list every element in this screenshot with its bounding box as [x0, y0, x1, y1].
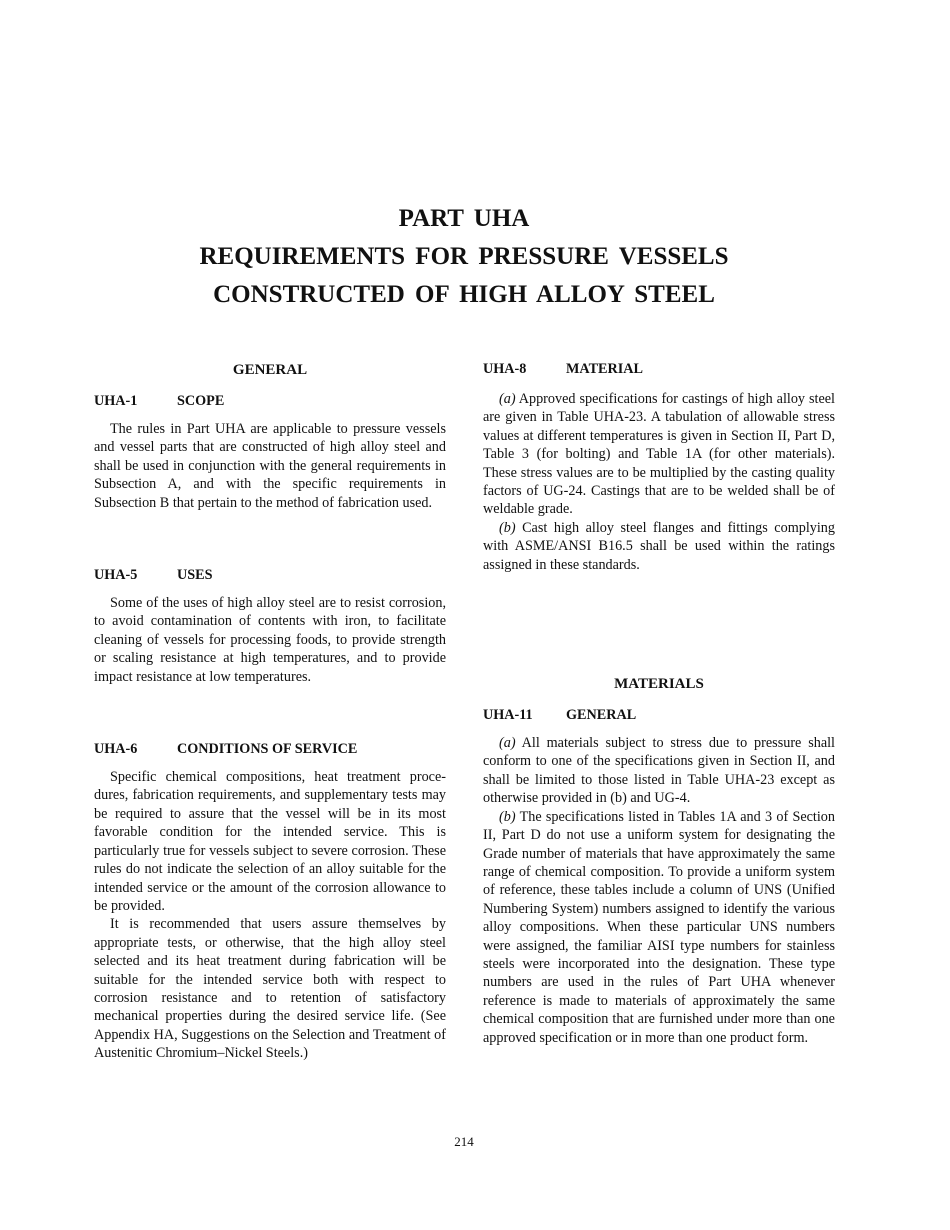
section-uha-11: [483, 706, 835, 1047]
item-label: (b): [499, 519, 516, 536]
section-number: UHA-1: [94, 393, 138, 409]
paragraph: It is recommended that users assure themselves by appropriate tests, or otherwise, that the high alloy steel selected and its heat treatment during fabrication will be suitable for the intended service both with respect to corrosion resistance and to retention of satisfactory mechanical properties during the desired service life. (See Appendix HA, Suggestions on the Selection and Treatment of Austenitic Chromium–Nickel Steels.): [94, 916, 446, 1062]
materials-heading: MATERIALS: [614, 676, 704, 693]
section-number: UHA-8: [483, 361, 527, 377]
left-column: [94, 360, 446, 1063]
section-uha-5: [94, 566, 446, 686]
paragraph: [483, 734, 835, 808]
section-number: UHA-11: [483, 707, 533, 724]
title-line-3: CONSTRUCTED OF HIGH ALLOY STEEL: [213, 281, 715, 308]
section-title: MATERIAL: [566, 361, 643, 377]
title-line-2: REQUIREMENTS FOR PRESSURE VESSELS: [199, 243, 729, 270]
right-column: [483, 360, 835, 1047]
item-text: The specifications listed in Tables 1A and 3 of Section II, Part D do not use a uniform system for designating the Grade number of materials that have approximately the same range of chemical composition. To provide a uniform system of reference, these tables include a column of UNS (Unified Numbering System) numbers assigned to identify the various alloy compositions. When these particular UNS numbers were assigned, the familiar AISI type numbers for stainless steels were incorporated into the designation. These type numbers are used in the rules of Part UHA whenever reference is made to materials of approximately the same chemical composition that are furnished under more than one approved specification or in more than one product form.: [483, 808, 835, 1046]
section-title: GENERAL: [566, 707, 637, 724]
paragraph: [483, 519, 835, 574]
page-title: [0, 200, 928, 314]
title-line-1: PART UHA: [398, 205, 530, 232]
section-uha-1: [94, 392, 446, 512]
page-number: 214: [454, 1134, 474, 1149]
item-text: Approved specifications for castings of high alloy steel are given in Table UHA-23. A tabulation of allowable stress values at different temperatures is given in Section II, Part D, Table 3 (for bolting) and Table 1A (for other materials). These stress values are to be multiplied by the casting quality factors of UG-24. Castings that are to be welded shall be of weldable grade.: [483, 391, 835, 518]
section-uha-6: [94, 740, 446, 1063]
paragraph: [483, 390, 835, 519]
paragraph: Specific chemical compositions, heat treatment procedures, fabrication requirements, and supplementary tests may be required to assure that the vessel will be in its most favorable condition for the intended service. This is particularly true for vessels subject to severe corrosion. These rules do not indicate the selection of an alloy suitable for the intended service or the amount of the corrosion allowance to be provided.: [94, 769, 446, 914]
section-number: UHA-5: [94, 567, 138, 584]
section-heading: [94, 566, 446, 584]
section-heading: [94, 740, 446, 758]
item-label: (b): [499, 808, 516, 825]
section-heading: [483, 706, 835, 724]
item-label: (a): [499, 735, 516, 752]
section-uha-8: [483, 360, 835, 574]
paragraph: [483, 808, 835, 1047]
item-text: Cast high alloy steel flanges and fittings complying with ASME/ANSI B16.5 shall be used within the ratings assigned in these standards.: [483, 519, 835, 573]
section-number: UHA-6: [94, 741, 138, 758]
paragraph: Some of the uses of high alloy steel are to resist corrosion, to avoid contamination of contents with iron, to facilitate cleaning of vessels for processing foods, to provide strength or scaling resistance at high temperatures, and to provide impact resistance at low temperatures.: [94, 595, 446, 685]
section-heading: [94, 392, 446, 410]
section-title: SCOPE: [177, 393, 225, 409]
paragraph: The rules in Part UHA are applicable to pressure vessels and vessel parts that are constructed of high alloy steel and shall be used in conjunction with the general requirements in Subsection A, and with the specific requirements in Subsection B that pertain to the method of fabrication used.: [94, 421, 446, 511]
general-heading: GENERAL: [232, 362, 308, 378]
item-label: (a): [499, 391, 516, 407]
section-title: CONDITIONS OF SERVICE: [177, 741, 358, 758]
item-text: All materials subject to stress due to pressure shall conform to one of the specifications given in Section II, and shall be limited to those listed in Table UHA-23 except as otherwise provided in (b) and UG-4.: [483, 735, 835, 807]
section-title: USES: [177, 567, 213, 584]
section-heading: [483, 360, 835, 378]
